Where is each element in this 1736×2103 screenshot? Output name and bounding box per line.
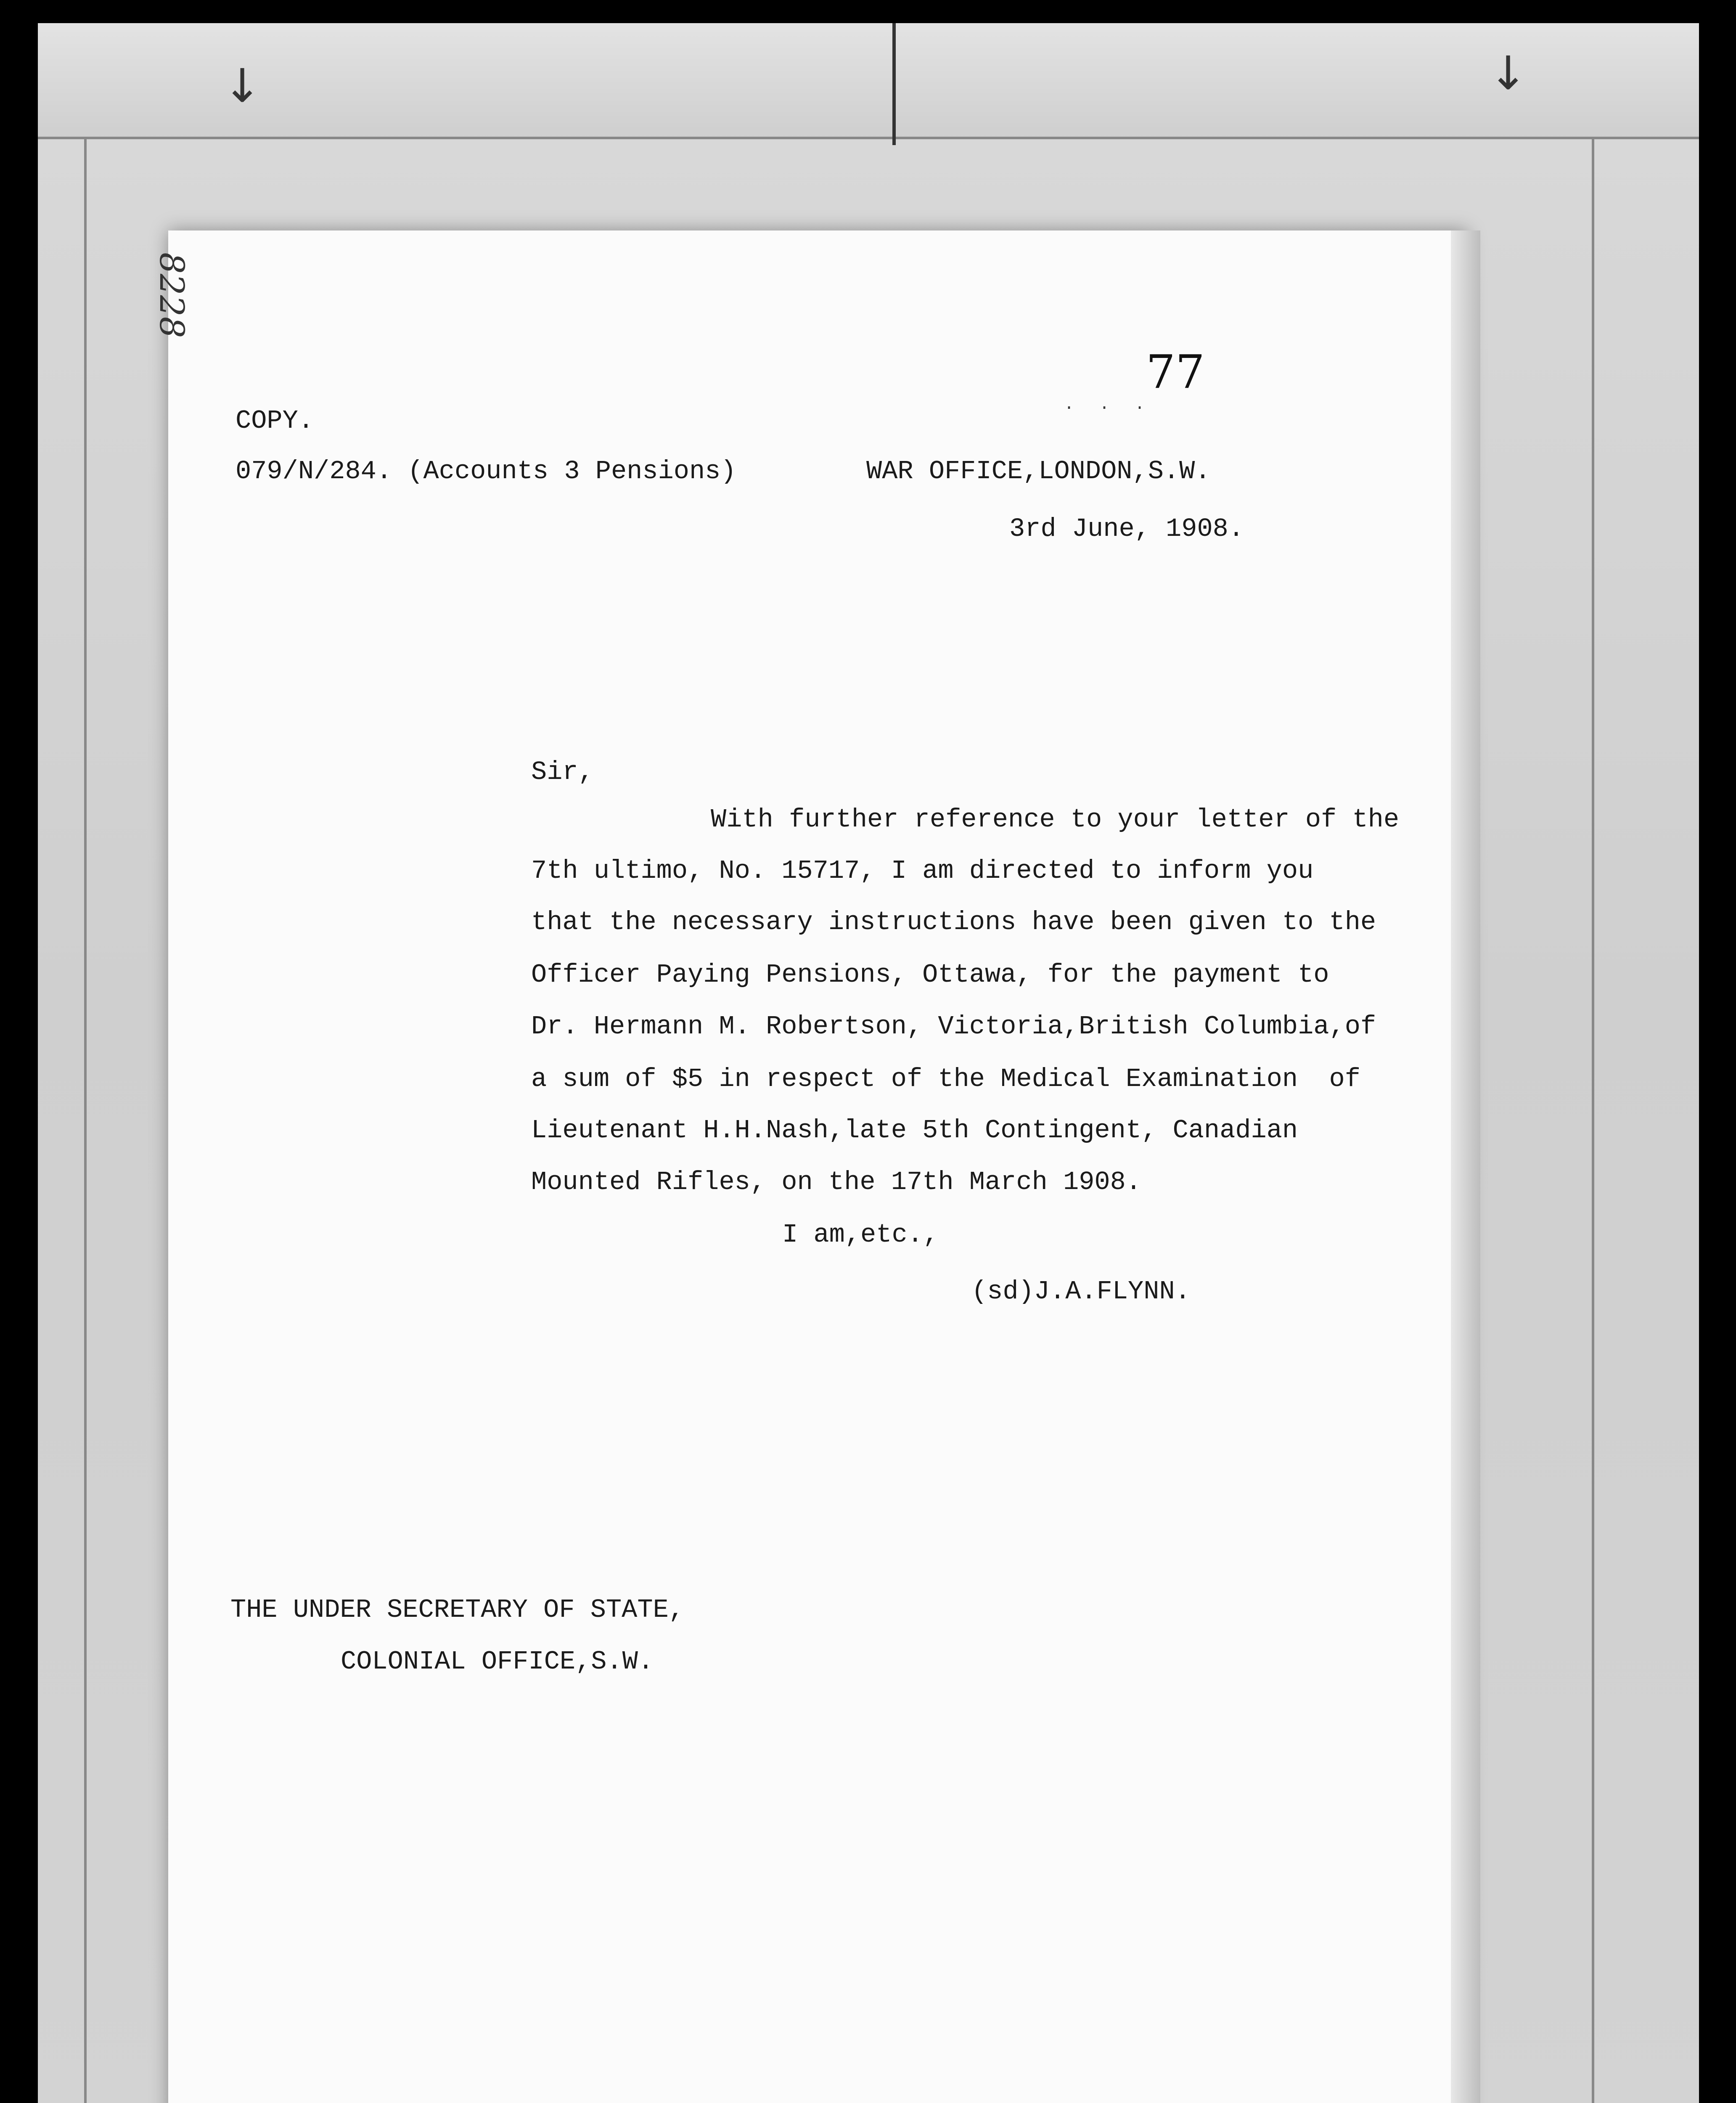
sheet-edge <box>1451 230 1480 2103</box>
addressee-line: COLONIAL OFFICE,S.W. <box>341 1647 654 1677</box>
folio-dots: . . . <box>1064 395 1153 414</box>
reference-number: 079/N/284. (Accounts 3 Pensions) <box>236 456 736 486</box>
folio-number: 77 <box>1146 345 1205 399</box>
body-line: 7th ultimo, No. 15717, I am directed to inform you <box>531 856 1314 886</box>
closing: I am,etc., <box>782 1220 939 1250</box>
sender-office: WAR OFFICE,LONDON,S.W. <box>866 456 1211 486</box>
binding-line-right <box>1592 139 1594 2103</box>
body-line: a sum of $5 in respect of the Medical Examination of <box>531 1064 1360 1094</box>
body-line: With further reference to your letter of the <box>711 805 1400 834</box>
signature: (sd)J.A.FLYNN. <box>971 1277 1191 1306</box>
down-arrow-icon: ↓ <box>223 59 262 113</box>
body-line: Mounted Rifles, on the 17th March 1908. <box>531 1167 1142 1197</box>
body-line: Officer Paying Pensions, Ottawa, for the payment to <box>531 960 1329 990</box>
down-arrow-icon: ↓ <box>1489 46 1528 100</box>
salutation: Sir, <box>531 757 594 787</box>
addressee-line: THE UNDER SECRETARY OF STATE, <box>230 1595 684 1625</box>
letter-date: 3rd June, 1908. <box>1009 514 1244 544</box>
body-line: Lieutenant H.H.Nash,late 5th Contingent, Canadian <box>531 1115 1298 1145</box>
strip-divider <box>892 23 896 145</box>
copy-label: COPY. <box>236 406 314 436</box>
binding-line-left <box>84 139 87 2103</box>
body-line: that the necessary instructions have been given to the <box>531 907 1376 937</box>
pencil-annotation: 8228 <box>152 252 191 338</box>
body-line: Dr. Hermann M. Robertson, Victoria,British Columbia,of <box>531 1012 1376 1041</box>
document-sheet <box>168 230 1468 2103</box>
film-top-strip <box>38 23 1699 139</box>
